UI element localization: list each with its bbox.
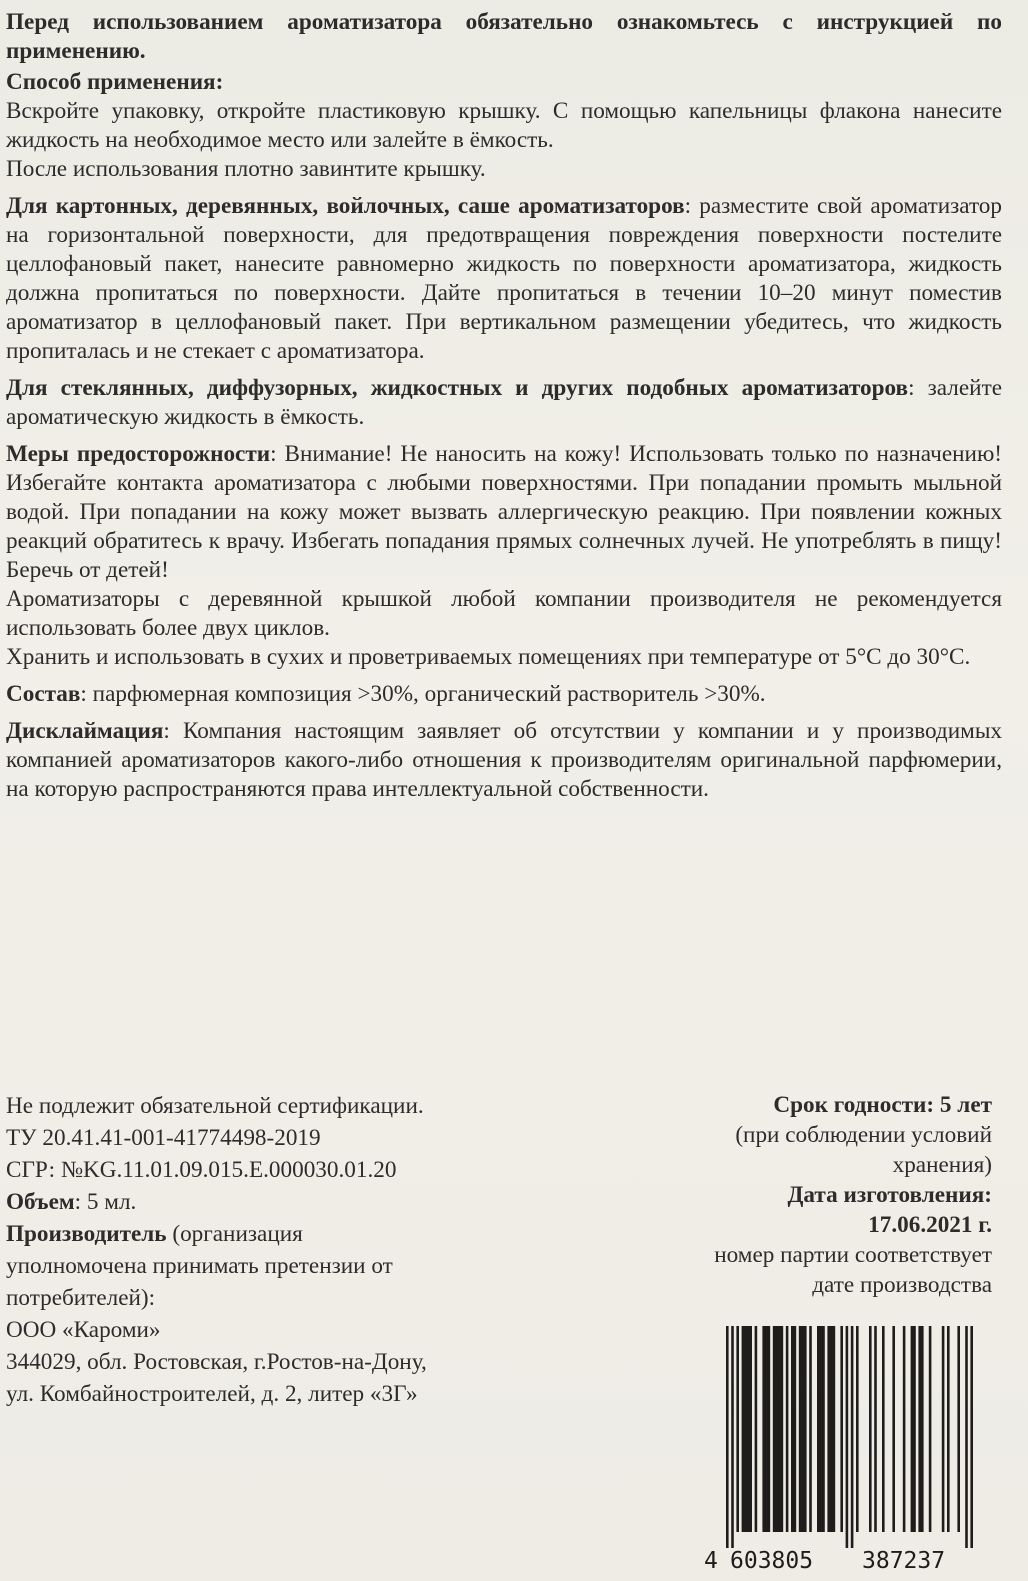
disclaimer-section (6, 717, 1002, 804)
barcode-bar (762, 1326, 770, 1532)
barcode-bar (791, 1326, 796, 1532)
barcode-bar (892, 1326, 895, 1532)
address-line-1: 344029, обл. Ростовская, г.Ростов-на-Дону, (6, 1349, 427, 1375)
company-name: ООО «Кароми» (6, 1317, 161, 1343)
barcode-bar (817, 1326, 825, 1532)
manufacture-date-value: 17.06.2021 г. (868, 1212, 992, 1238)
volume-line (6, 1186, 566, 1218)
manufacturer-line (6, 1218, 566, 1250)
barcode-bar (827, 1326, 835, 1532)
sgr-number: СГР: №KG.11.01.09.015.Е.000030.01.20 (6, 1157, 397, 1183)
volume-label: Объем (6, 1189, 75, 1215)
precautions-text: : Внимание! Не наносить на кожу! Использовать только по назначению! Избегайте контакта ароматизатора с любыми поверхностями. При попадании промыть мыльной водой. При попадании на кожу может вызвать аллергическую реакцию. При появлении кожных реакций обратитесь к врачу. Избегать попадания прямых солнечных лучей. Не употреблять в пищу! Беречь от детей! (6, 441, 1002, 583)
precautions-heading: Меры предосторожности (6, 441, 271, 467)
intro-text: Перед использованием ароматизатора обязательно ознакомьтесь с инструкцией по применению. (6, 9, 1002, 64)
shelf-note-1: (при соблюдении условий (735, 1122, 992, 1148)
batch-note-2: дате производства (812, 1272, 992, 1298)
barcode-bar (911, 1326, 916, 1532)
barcode-guard-bar (846, 1326, 849, 1548)
precautions-section (6, 440, 1002, 585)
shelf-note-2: хранения) (892, 1152, 992, 1178)
usage-heading: Способ применения: (6, 69, 224, 95)
barcode-digits (704, 1548, 994, 1574)
cardboard-section (6, 192, 1002, 366)
barcode-bar (957, 1326, 960, 1532)
manufacturer-note-3: потребителей): (6, 1285, 156, 1311)
composition-section (6, 680, 1002, 709)
barcode-guard-bar (726, 1326, 729, 1548)
barcode-bar (755, 1326, 758, 1532)
manufacture-date-label: Дата изготовления: (787, 1182, 992, 1208)
glass-heading: Для стеклянных, диффузорных, жидкостных и других подобных ароматизаторов (6, 375, 909, 401)
batch-note-1: номер партии соответствует (714, 1242, 992, 1268)
instructions-block (6, 8, 1002, 812)
usage-text-2: После использования плотно завинтите крышку. (6, 156, 486, 182)
barcode-guard-bar (965, 1326, 968, 1548)
barcode-bar (874, 1326, 877, 1532)
barcode-bars (704, 1326, 994, 1548)
manufacturer-note-1: (организация (166, 1221, 303, 1247)
barcode-bar (736, 1326, 739, 1532)
barcode-bar (903, 1326, 906, 1532)
barcode (704, 1326, 994, 1576)
barcode-first-digit: 4 (704, 1548, 718, 1574)
barcode-bar (929, 1326, 932, 1532)
barcode-bar (947, 1326, 950, 1532)
manufacturer-note-2: уполномочена принимать претензии от (6, 1253, 393, 1279)
barcode-bar (942, 1326, 945, 1532)
glass-section (6, 374, 1002, 432)
barcode-bar (856, 1326, 859, 1532)
address-line-2: ул. Комбайностроителей, д. 2, литер «3Г» (6, 1381, 418, 1407)
disclaimer-heading: Дисклаймация (6, 718, 164, 744)
disclaimer-text: : Компания настоящим заявляет об отсутствии у компании и у производимых компанией ароматизаторов какого-либо отношения к производителям оригинальной парфюмерии, на которую распространяются права интеллектуальной собственности. (6, 718, 1002, 802)
cardboard-text: : разместите свой ароматизатор на горизонтальной поверхности, для предотвращения повреждения поверхности постелите целлофановый пакет, нанесите равномерно жидкость по поверхности ароматизатора, жидкость должна пропитаться по поверхности. Дайте пропитаться в течении 10–20 минут поместив ароматизатор в целлофановый пакет. При вертикальном размещении убедитесь, что жидкость пропиталась и не стекает с ароматизатора. (6, 193, 1002, 364)
wooden-lid-note: Ароматизаторы с деревянной крышкой любой компании производителя не рекомендуется использовать более двух циклов. (6, 586, 1002, 641)
certification-note: Не подлежит обязательной сертификации. (6, 1093, 424, 1119)
usage-section (6, 68, 1002, 184)
barcode-guard-bar (970, 1326, 973, 1548)
barcode-right-group: 387237 (862, 1548, 946, 1574)
storage-note: Хранить и использовать в сухих и проветриваемых помещениях при температуре от 5°С до 30°С. (6, 644, 971, 670)
volume-value: : 5 мл. (74, 1189, 137, 1215)
manufacturer-label: Производитель (6, 1221, 167, 1247)
cardboard-heading: Для картонных, деревянных, войлочных, саше ароматизаторов (6, 193, 685, 219)
barcode-bar (918, 1326, 923, 1532)
tu-number: ТУ 20.41.41-001-41774498-2019 (6, 1125, 321, 1151)
barcode-left-group: 603805 (730, 1548, 814, 1574)
barcode-bar (742, 1326, 752, 1532)
barcode-guard-bar (731, 1326, 734, 1548)
barcode-guard-bar (851, 1326, 854, 1548)
barcode-bar (773, 1326, 783, 1532)
shelf-life: Срок годности: 5 лет (773, 1092, 992, 1118)
shelf-life-info (572, 1090, 992, 1300)
glass-text: : залейте ароматическую жидкость в ёмкость. (6, 375, 1002, 430)
barcode-bar (786, 1326, 789, 1532)
usage-text: Вскройте упаковку, откройте пластиковую крышку. С помощью капельницы флакона нанесите жидкость на необходимое место или залейте в ёмкость. (6, 98, 1002, 153)
barcode-bar (809, 1326, 812, 1532)
barcode-bar (840, 1326, 843, 1532)
composition-heading: Состав (6, 681, 81, 707)
barcode-bar (882, 1326, 885, 1532)
composition-text: : парфюмерная композиция >30%, органический растворитель >30%. (80, 681, 766, 707)
barcode-bar (799, 1326, 807, 1532)
barcode-bar (869, 1326, 872, 1532)
manufacturer-info (6, 1090, 566, 1410)
